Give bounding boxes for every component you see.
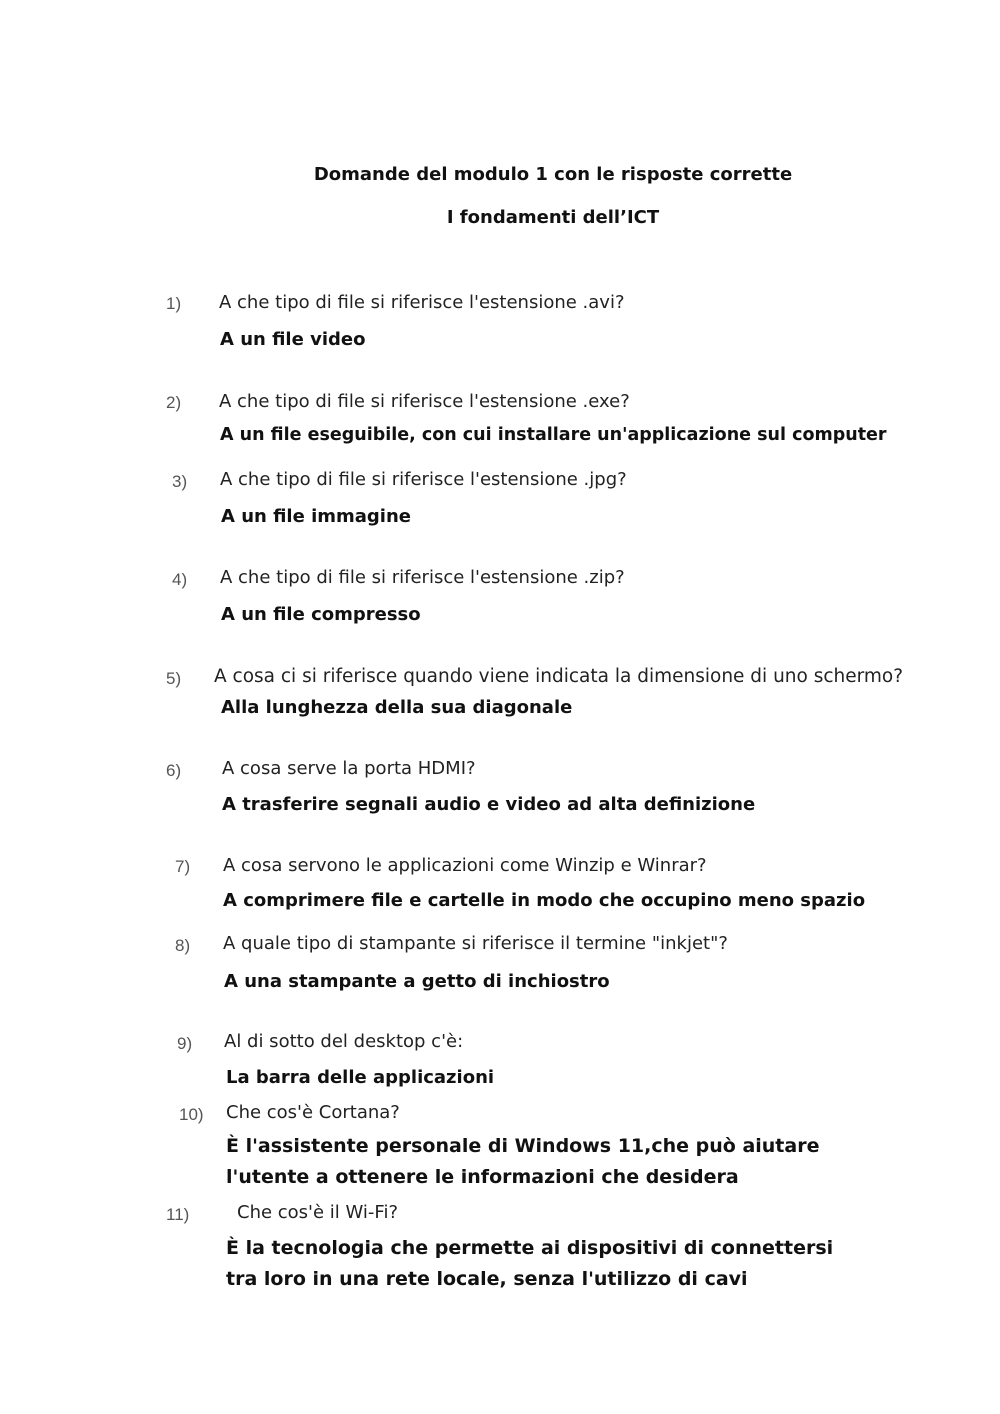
question-number: 5) bbox=[166, 669, 182, 688]
question-text: A cosa serve la porta HDMI? bbox=[222, 758, 476, 779]
answer-text: A un file eseguibile, con cui installare un'applicazione sul computer bbox=[220, 425, 887, 445]
question-text: Che cos'è Cortana? bbox=[226, 1102, 400, 1123]
question-number: 10) bbox=[179, 1105, 204, 1124]
answer-text: Alla lunghezza della sua diagonale bbox=[221, 697, 573, 718]
question-text: Che cos'è il Wi-Fi? bbox=[237, 1202, 399, 1223]
question-number: 4) bbox=[172, 570, 188, 589]
question-text: A che tipo di file si riferisce l'estensione .exe? bbox=[219, 391, 630, 412]
page-title: Domande del modulo 1 con le risposte corrette bbox=[313, 164, 793, 185]
question-text: A cosa servono le applicazioni come Winzip e Winrar? bbox=[223, 855, 707, 876]
answer-text: È la tecnologia che permette ai dispositivi di connettersi bbox=[226, 1237, 834, 1259]
question-text: A cosa ci si riferisce quando viene indicata la dimensione di uno schermo? bbox=[214, 666, 904, 687]
question-number: 9) bbox=[177, 1034, 193, 1053]
question-text: A che tipo di file si riferisce l'estensione .avi? bbox=[219, 292, 625, 313]
question-number: 11) bbox=[166, 1205, 190, 1224]
answer-text: A trasferire segnali audio e video ad alta definizione bbox=[222, 794, 756, 815]
answer-text: A una stampante a getto di inchiostro bbox=[224, 971, 610, 992]
answer-text: È l'assistente personale di Windows 11,che può aiutare bbox=[226, 1135, 820, 1157]
question-number: 6) bbox=[166, 761, 182, 780]
question-number: 3) bbox=[172, 472, 188, 491]
answer-text: l'utente a ottenere le informazioni che desidera bbox=[226, 1166, 739, 1188]
question-number: 8) bbox=[175, 936, 191, 955]
answer-text: A un file immagine bbox=[221, 506, 411, 527]
answer-text: La barra delle applicazioni bbox=[226, 1067, 495, 1088]
answer-text: tra loro in una rete locale, senza l'utilizzo di cavi bbox=[226, 1268, 748, 1290]
page-subtitle: I fondamenti dell’ICT bbox=[446, 207, 660, 228]
question-text: Al di sotto del desktop c'è: bbox=[224, 1031, 464, 1052]
question-text: A quale tipo di stampante si riferisce il termine "inkjet"? bbox=[223, 933, 728, 954]
answer-text: A un file video bbox=[220, 329, 366, 350]
question-number: 1) bbox=[166, 294, 182, 313]
question-number: 7) bbox=[175, 857, 191, 876]
answer-text: A un file compresso bbox=[221, 604, 421, 625]
question-text: A che tipo di file si riferisce l'estensione .jpg? bbox=[220, 469, 627, 490]
answer-text: A comprimere file e cartelle in modo che occupino meno spazio bbox=[223, 890, 866, 911]
question-text: A che tipo di file si riferisce l'estensione .zip? bbox=[220, 567, 625, 588]
question-number: 2) bbox=[166, 393, 182, 412]
